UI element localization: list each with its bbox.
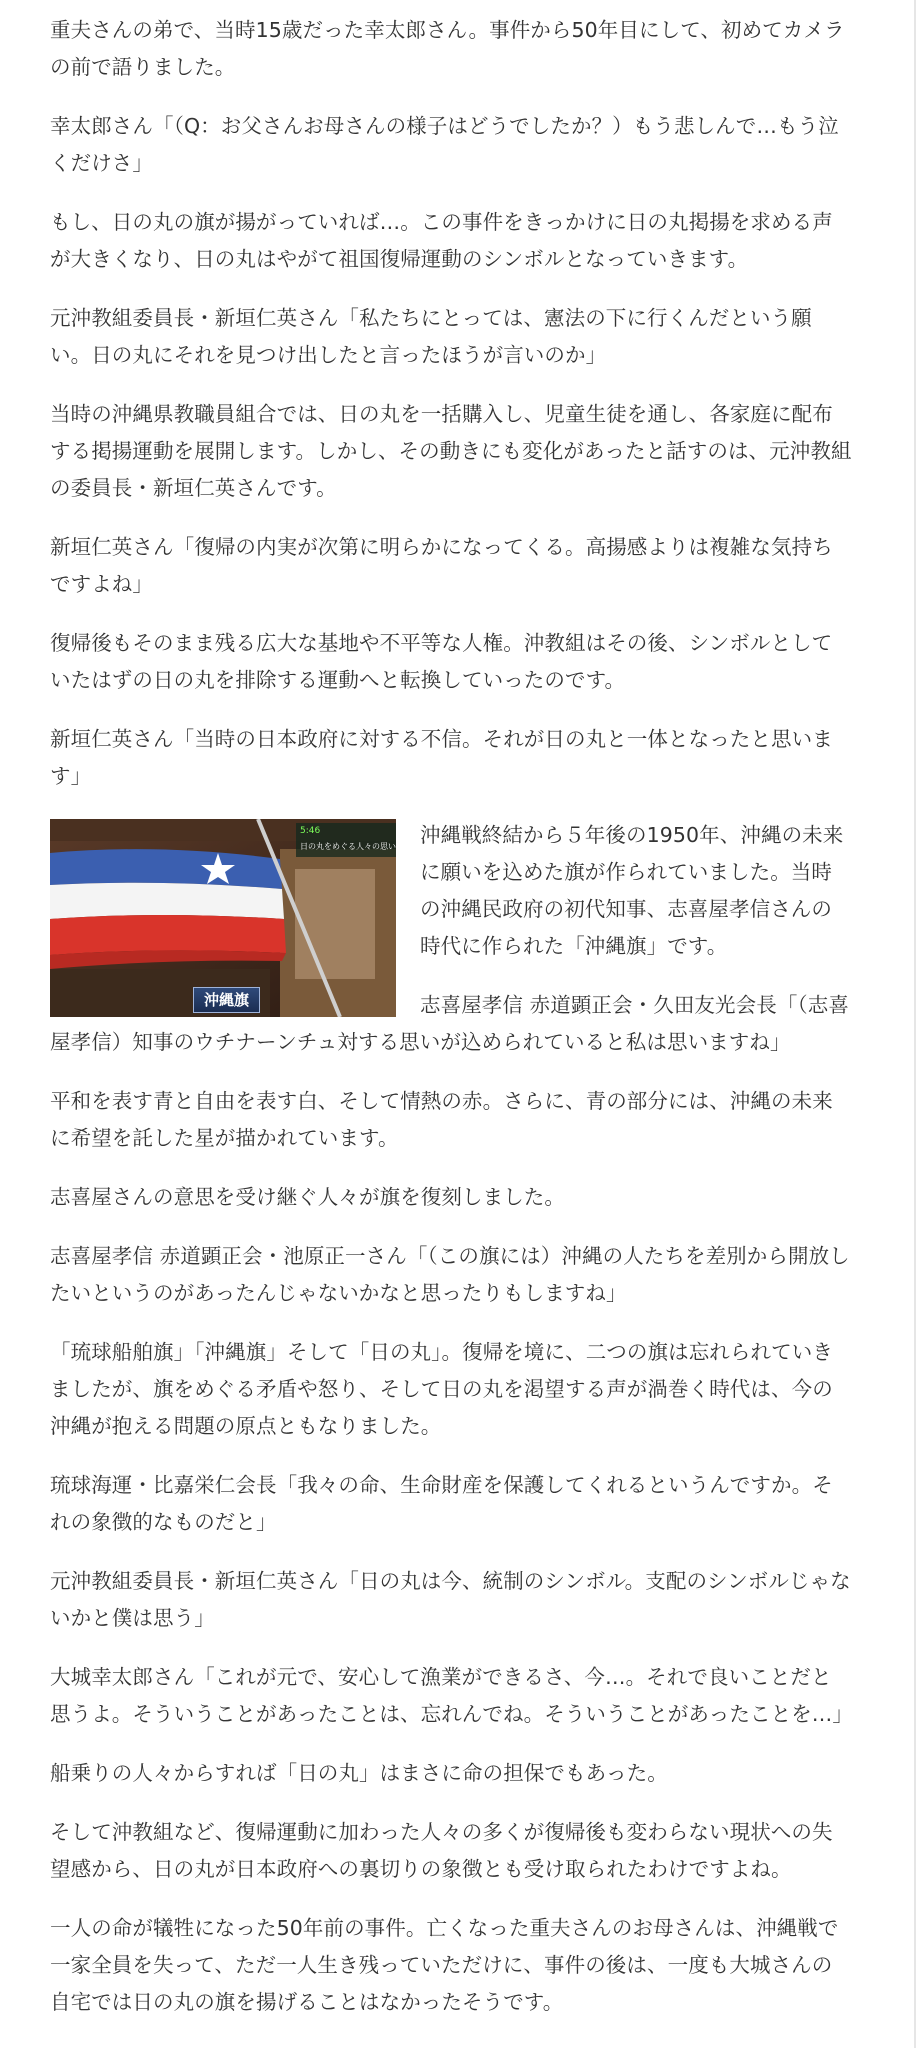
paragraph-10: 志喜屋孝信 赤道顕正会・久田友光会長「（志喜屋孝信）知事のウチナーンチュ対する思いが込められていると私は思いますね」	[50, 993, 849, 1054]
paragraph-13: 志喜屋孝信 赤道顕正会・池原正一さん「（この旗には）沖縄の人たちを差別から開放したいというのがあったんじゃないかなと思ったりもしますね」	[50, 1244, 850, 1305]
paragraph-7: 復帰後もそのまま残る広大な基地や不平等な人権。沖教組はその後、シンボルとしていたはずの日の丸を排除する運動へと転換していったのです。	[50, 631, 833, 692]
paragraph-11: 平和を表す青と自由を表す白、そして情熱の赤。さらに、青の部分には、沖縄の未来に希望を託した星が描かれています。	[50, 1089, 833, 1150]
paragraph-17: 大城幸太郎さん「これが元で、安心して漁業ができるさ、今…。それで良いことだと思うよ。そういうことがあったことは、忘れんでね。そういうことがあったことを…」	[50, 1665, 853, 1726]
tv-time: 5:46	[300, 826, 321, 836]
paragraph-2: 幸太郎さん「（Q：お父さんお母さんの様子はどうでしたか？）もう悲しんで…もう泣くだけさ」	[50, 114, 839, 175]
paragraph-1: 重夫さんの弟で、当時15歳だった幸太郎さん。事件から50年目にして、初めてカメラの前で語りました。	[50, 18, 845, 79]
paragraph-16: 元沖教組委員長・新垣仁英さん「日の丸は今、統制のシンボル。支配のシンボルじゃないかと僕は思う」	[50, 1569, 851, 1630]
okinawa-flag-photo	[50, 819, 396, 1017]
article-body	[50, 12, 852, 2043]
paragraph-18: 船乗りの人々からすれば「日の丸」はまさに命の担保でもあった。	[50, 1761, 668, 1785]
paragraph-19: そして沖教組など、復帰運動に加わった人々の多くが復帰後も変わらない現状への失望感から、日の丸が日本政府への裏切りの象徴とも受け取られたわけですよね。	[50, 1820, 833, 1881]
paragraph-9: 沖縄戦終結から５年後の1950年、沖縄の未来に願いを込めた旗が作られていました。当時の沖縄民政府の初代知事、志喜屋孝信さんの時代に作られた「沖縄旗」です。	[420, 823, 844, 958]
paragraph-5: 当時の沖縄県教職員組合では、日の丸を一括購入し、児童生徒を通し、各家庭に配布する掲揚運動を展開します。しかし、その動きにも変化があったと話すのは、元沖教組の委員長・新垣仁英さんです。	[50, 402, 852, 500]
paragraph-15: 琉球海運・比嘉栄仁会長「我々の命、生命財産を保護してくれるというんですか。それの象徴的なものだと」	[50, 1473, 833, 1534]
paragraph-3: もし、日の丸の旗が揚がっていれば…。この事件をきっかけに日の丸掲揚を求める声が大きくなり、日の丸はやがて祖国復帰運動のシンボルとなっていきます。	[50, 210, 833, 271]
tv-overlay	[296, 823, 396, 857]
paragraph-12: 志喜屋さんの意思を受け継ぐ人々が旗を復刻しました。	[50, 1185, 565, 1209]
paragraph-8: 新垣仁英さん「当時の日本政府に対する不信。それが日の丸と一体となったと思います」	[50, 727, 833, 788]
paragraph-6: 新垣仁英さん「復帰の内実が次第に明らかになってくる。高揚感よりは複雑な気持ちですよね」	[50, 535, 833, 596]
paragraph-20: 一人の命が犠牲になった50年前の事件。亡くなった重夫さんのお母さんは、沖縄戦で一家全員を失って、ただ一人生き残っていただけに、事件の後は、一度も大城さんの自宅では日の丸の旗を揚げることはなかったそうです。	[50, 1916, 839, 2014]
tv-program-text: 日の丸をめぐる人々の思い	[300, 842, 396, 851]
paragraph-4: 元沖教組委員長・新垣仁英さん「私たちにとっては、憲法の下に行くんだという願い。日の丸にそれを見つけ出したと言ったほうが言いのか」	[50, 306, 812, 367]
photo-caption: 沖縄旗	[193, 987, 260, 1013]
paragraph-14: 「琉球船舶旗」「沖縄旗」そして「日の丸」。復帰を境に、二つの旗は忘れられていきましたが、旗をめぐる矛盾や怒り、そして日の丸を渇望する声が渦巻く時代は、今の沖縄が抱える問題の原点ともなりました。	[50, 1340, 833, 1438]
